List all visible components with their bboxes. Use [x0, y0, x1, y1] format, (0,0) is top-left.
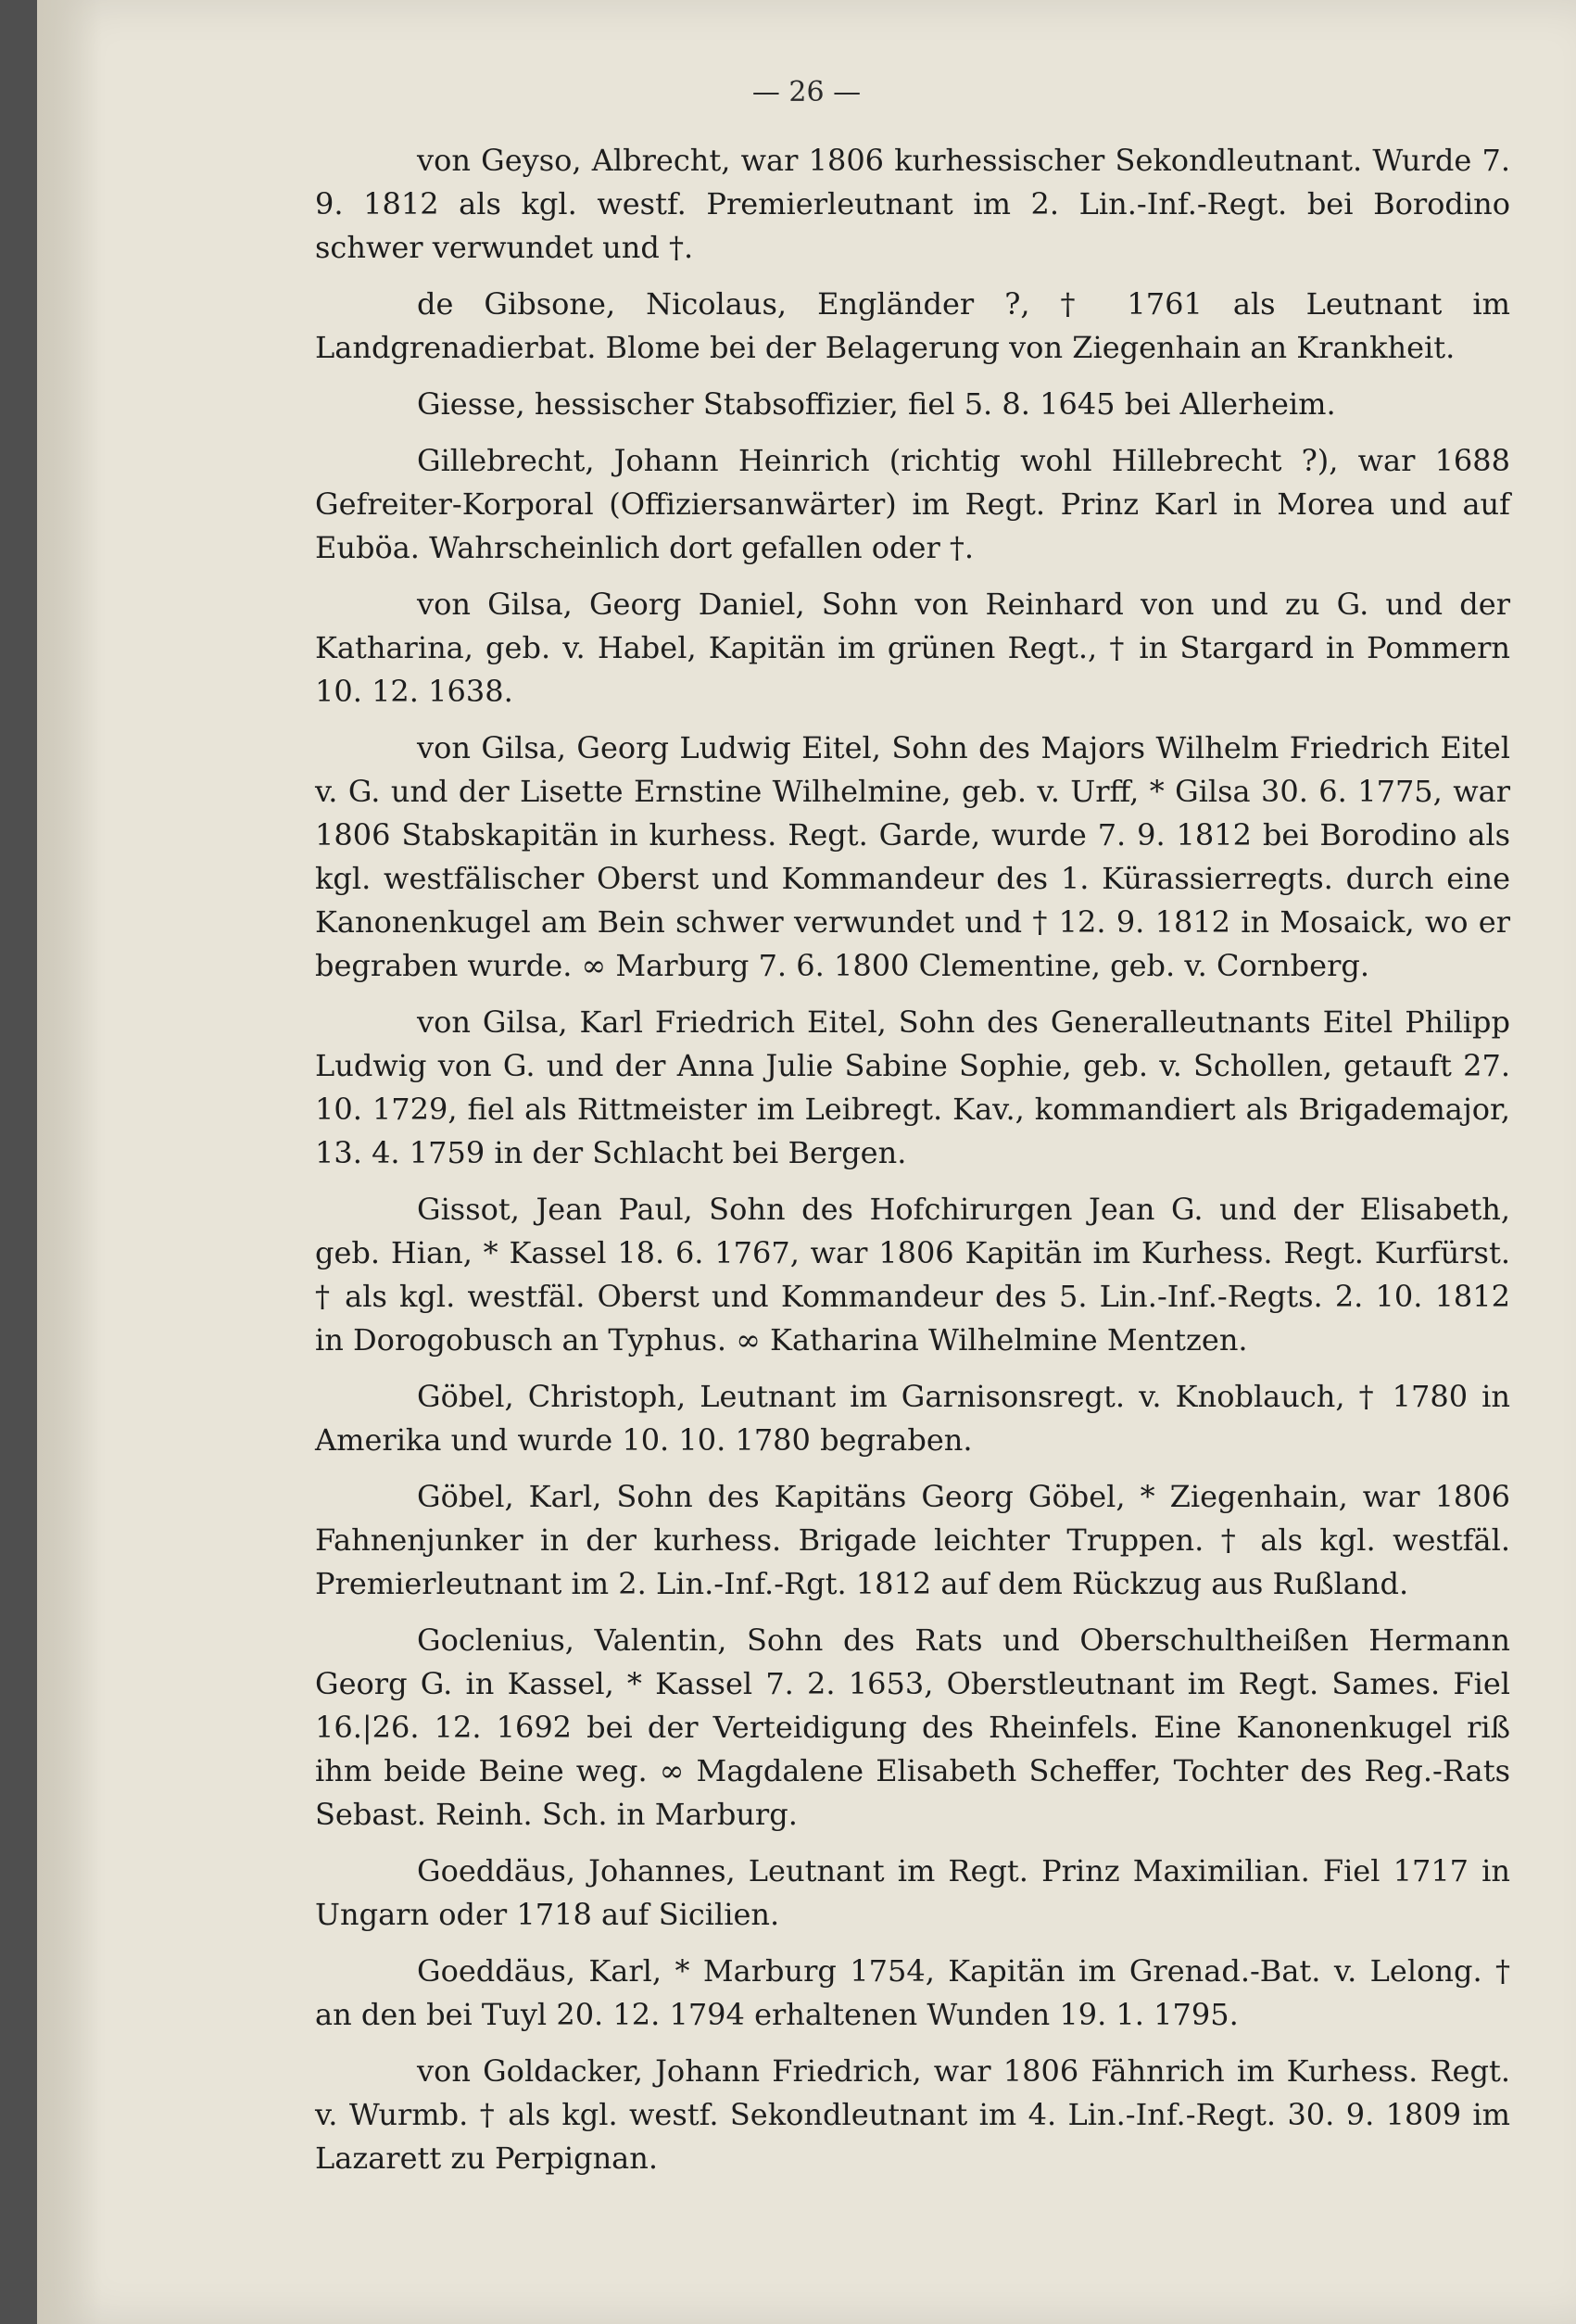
book-page	[37, 0, 1576, 2324]
entry-goldacker-johann-friedrich: von Goldacker, Johann Friedrich, war 1806 Fähnrich im Kurhess. Regt. v. Wurmb. † als kgl. westf. Sekondleutnant im 4. Lin.-Inf.-Regt. 30. 9. 1809 im Lazarett zu Perpignan.	[315, 2053, 1510, 2176]
entry-goebel-christoph: Göbel, Christoph, Leutnant im Garnisonsregt. v. Knoblauch, † 1780 in Amerika und wurde 10. 10. 1780 begraben.	[315, 1379, 1510, 1458]
entry-gibsone-nicolaus: de Gibsone, Nicolaus, Engländer ?, † 1761 als Leutnant im Landgrenadierbat. Blome bei der Belagerung von Ziegenhain an Krankheit.	[315, 286, 1510, 365]
entry-goebel-karl: Göbel, Karl, Sohn des Kapitäns Georg Göbel, * Ziegenhain, war 1806 Fahnenjunker in der kurhess. Brigade leichter Truppen. † als kgl. westfäl. Premierleutnant im 2. Lin.-Inf.-Rgt. 1812 auf dem Rückzug aus Rußland.	[315, 1479, 1510, 1601]
entry-gissot-jean-paul: Gissot, Jean Paul, Sohn des Hofchirurgen Jean G. und der Elisabeth, geb. Hian, * Kassel 18. 6. 1767, war 1806 Kapitän im Kurhess. Regt. Kurfürst. † als kgl. westfäl. Oberst und Kommandeur des 5. Lin.-Inf.-Regts. 2. 10. 1812 in Dorogobusch an Typhus. ∞ Katharina Wilhelmine Mentzen.	[315, 1192, 1510, 1358]
entry-geyso-albrecht: von Geyso, Albrecht, war 1806 kurhessischer Sekondleutnant. Wurde 7. 9. 1812 als kgl. westf. Premierleutnant im 2. Lin.-Inf.-Regt. bei Borodino schwer verwundet und †.	[315, 143, 1510, 265]
entry-goeddaeus-karl: Goeddäus, Karl, * Marburg 1754, Kapitän im Grenad.-Bat. v. Lelong. † an den bei Tuyl 20. 12. 1794 erhaltenen Wunden 19. 1. 1795.	[315, 1953, 1510, 2032]
entry-gilsa-georg-ludwig-eitel: von Gilsa, Georg Ludwig Eitel, Sohn des Majors Wilhelm Friedrich Eitel v. G. und der Lisette Ernstine Wilhelmine, geb. v. Urff, * Gilsa 30. 6. 1775, war 1806 Stabskapitän in kurhess. Regt. Garde, wurde 7. 9. 1812 bei Borodino als kgl. westfälischer Oberst und Kommandeur des 1. Kürassierregts. durch eine Kanonenkugel am Bein schwer verwundet und † 12. 9. 1812 in Mosaick, wo er begraben wurde. ∞ Marburg 7. 6. 1800 Clementine, geb. v. Cornberg.	[315, 730, 1510, 983]
entry-goclenius-valentin: Goclenius, Valentin, Sohn des Rats und Oberschultheißen Hermann Georg G. in Kassel, * Kassel 7. 2. 1653, Oberstleutnant im Regt. Sames. Fiel 16.|26. 12. 1692 bei der Verteidigung des Rheinfels. Eine Kanonenkugel riß ihm beide Beine weg. ∞ Magdalene Elisabeth Scheffer, Tochter des Reg.-Rats Sebast. Reinh. Sch. in Marburg.	[315, 1623, 1510, 1832]
entry-giesse: Giesse, hessischer Stabsoffizier, fiel 5. 8. 1645 bei Allerheim.	[417, 386, 1336, 422]
entry-list	[315, 139, 1510, 2193]
page-number: — 26 —	[751, 76, 862, 108]
page-gutter	[37, 0, 102, 2324]
entry-gilsa-georg-daniel: von Gilsa, Georg Daniel, Sohn von Reinhard von und zu G. und der Katharina, geb. v. Habel, Kapitän im grünen Regt., † in Stargard in Pommern 10. 12. 1638.	[315, 587, 1510, 709]
entry-gillebrecht-johann-heinrich: Gillebrecht, Johann Heinrich (richtig wohl Hillebrecht ?), war 1688 Gefreiter-Korporal (Offiziersanwärter) im Regt. Prinz Karl in Morea und auf Euböa. Wahrscheinlich dort gefallen oder †.	[315, 443, 1510, 565]
entry-goeddaeus-johannes: Goeddäus, Johannes, Leutnant im Regt. Prinz Maximilian. Fiel 1717 in Ungarn oder 1718 auf Sicilien.	[315, 1853, 1510, 1932]
entry-gilsa-karl-friedrich-eitel: von Gilsa, Karl Friedrich Eitel, Sohn des Generalleutnants Eitel Philipp Ludwig von G. und der Anna Julie Sabine Sophie, geb. v. Schollen, getauft 27. 10. 1729, fiel als Rittmeister im Leibregt. Kav., kommandiert als Brigademajor, 13. 4. 1759 in der Schlacht bei Bergen.	[315, 1004, 1510, 1170]
